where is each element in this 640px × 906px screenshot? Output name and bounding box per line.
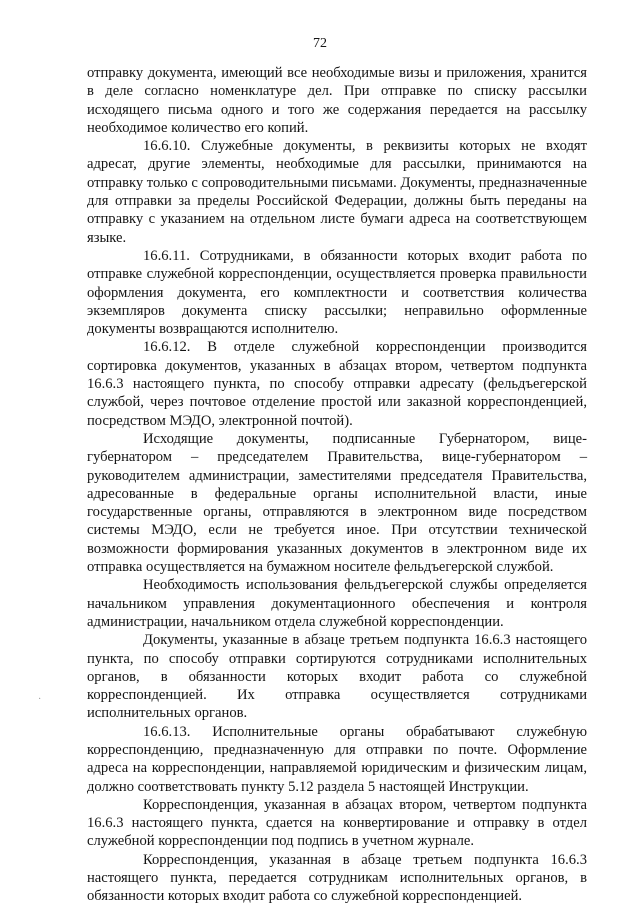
paragraph-16-6-13: 16.6.13. Исполнительные органы обрабатывают служебную корреспонденцию, предназначенную для отправки по почте. Оформление адреса на корреспонденции, направляемой юридическим и физическим лицам, должно соответствовать пункту 5.12 раздела 5 настоящей Инструкции. [87, 723, 587, 795]
page-number: 72 [313, 36, 327, 51]
paragraph-outgoing-documents: Исходящие документы, подписанные Губернатором, вице-губернатором – председателем Правительства, вице-губернатором – руководителем администрации, заместителями председателя Правительства, адресованные в федеральные органы исполнительной власти, иные государственные органы, отправляются в электронном виде посредством системы МЭДО, если не требуется иное. При отсутствии технической возможности формирования указанных документов в электронном виде их отправка осуществляется на бумажном носителе фельдъегерской службой. [87, 430, 587, 576]
paragraph-16-6-12: 16.6.12. В отделе служебной корреспонденции производится сортировка документов, указанных в абзацах втором, четвертом подпункта 16.6.3 настоящего пункта, по способу отправки адресату (фельдъегерской службой, через почтовое отделение простой или заказной корреспонденцией, посредством МЭДО, электронной почтой). [87, 339, 587, 429]
paragraph-correspondence-transfer: Корреспонденция, указанная в абзаце третьем подпункта 16.6.3 настоящего пункта, передается сотрудникам исполнительных органов, в обязанности которых входит работа со служебной корреспонденцией. [87, 851, 587, 905]
paragraph-continuation: отправку документа, имеющий все необходимые визы и приложения, хранится в деле согласно номенклатуре дел. При отправке по списку рассылки исходящего письма одного и того же содержания передается на рассылку необходимое количество его копий. [87, 65, 587, 136]
paragraph-16-6-10: 16.6.10. Служебные документы, в реквизиты которых не входят адресат, другие элементы, необходимые для рассылки, принимаются на отправку только с сопроводительными письмами. Документы, предназначенные для отправки за пределы Российской Федерации, должны быть переданы на отправку с указанием на отдельном листе бумаги адреса на соответствующем языке. [87, 138, 587, 246]
paragraph-sorting-by-executive-bodies: Документы, указанные в абзаце третьем подпункта 16.6.3 настоящего пункта, по способу отправки сортируются сотрудниками исполнительных органов, в обязанности которых входит работа со служебной корреспонденцией. Их отправка осуществляется сотрудниками исполнительных органов. [87, 632, 587, 722]
body-text [87, 64, 587, 906]
scan-margin-mark: · [38, 694, 42, 705]
paragraph-correspondence-conversion: Корреспонденция, указанная в абзацах втором, четвертом подпункта 16.6.3 настоящего пункта, сдается на конвертирование и отправку в отдел служебной корреспонденции под подпись в учетном журнале. [87, 796, 587, 850]
paragraph-courier-service: Необходимость использования фельдъегерской службы определяется начальником управления документационного обеспечения и контроля администрации, начальником отдела служебной корреспонденции. [87, 577, 587, 630]
paragraph-16-6-11: 16.6.11. Сотрудниками, в обязанности которых входит работа по отправке служебной корреспонденции, осуществляется проверка правильности оформления документа, его комплектности и соответствия количества экземпляров документа списку рассылки; неправильно оформленные документы возвращаются исполнителю. [87, 247, 587, 338]
